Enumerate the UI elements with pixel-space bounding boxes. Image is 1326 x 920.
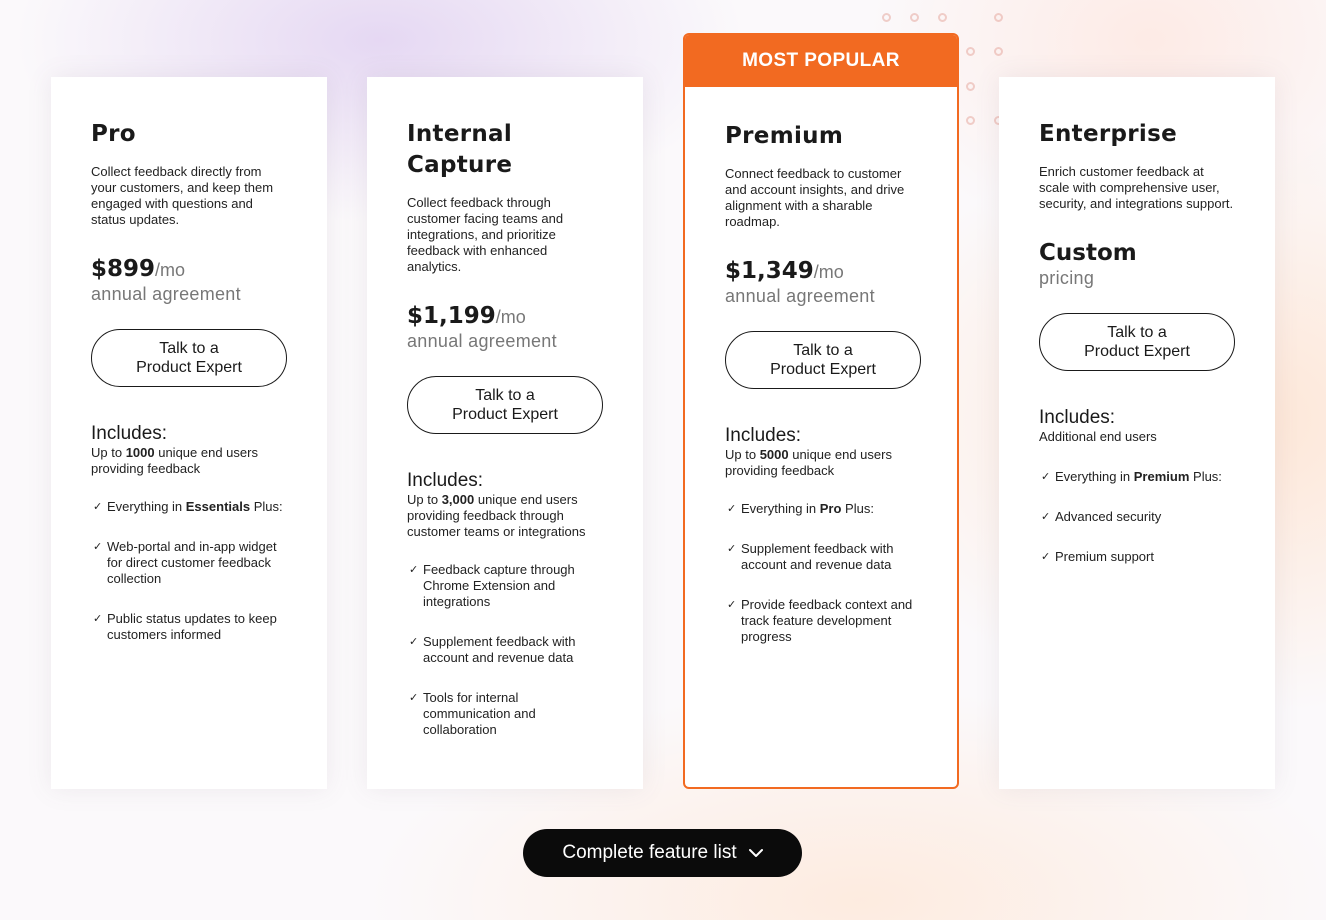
- check-icon: ✓: [1041, 511, 1051, 523]
- plan-card-pro: [51, 77, 327, 789]
- includes-title: Includes:: [1039, 407, 1116, 428]
- price-period: /mo: [155, 260, 186, 280]
- check-icon: ✓: [409, 636, 419, 648]
- plan-name: Pro: [91, 121, 136, 147]
- feature-list: [91, 499, 287, 643]
- feature-item: ✓ Tools for internal communication and collaboration: [409, 690, 536, 737]
- feature-item: ✓ Advanced security: [1041, 509, 1162, 524]
- feature-item: ✓ Supplement feedback with account and revenue data: [727, 541, 894, 572]
- feature-list: [725, 501, 917, 645]
- check-icon: ✓: [727, 599, 737, 611]
- feature-item: ✓ Premium support: [1041, 549, 1154, 564]
- check-icon: ✓: [1041, 471, 1051, 483]
- most-popular-badge: MOST POPULAR: [685, 35, 957, 87]
- plan-description: Collect feedback directly from your customers, and keep them engaged with questions and status updates.: [91, 164, 274, 227]
- check-icon: ✓: [727, 543, 737, 555]
- price-term: annual agreement: [407, 331, 557, 351]
- price-period: /mo: [495, 307, 526, 327]
- plan-description: Enrich customer feedback at scale with comprehensive user, security, and integrations support.: [1039, 164, 1234, 211]
- feature-item: ✓ Supplement feedback with account and revenue data: [409, 634, 576, 665]
- cta-line-2: Product Expert: [770, 361, 876, 378]
- price-term: annual agreement: [725, 286, 875, 306]
- talk-to-expert-button[interactable]: [407, 376, 603, 434]
- price-line: [91, 256, 287, 282]
- includes-summary: Up to 5000 unique end users providing feedback: [725, 447, 892, 478]
- check-icon: ✓: [93, 541, 103, 553]
- chevron-down-icon: [749, 846, 763, 860]
- price-line: [1039, 240, 1235, 266]
- includes-summary: Up to 1000 unique end users providing feedback: [91, 445, 258, 476]
- cta-line-1: Talk to a: [793, 342, 853, 359]
- plan-price: $1,199: [407, 303, 496, 329]
- feature-list-label: Complete feature list: [562, 842, 737, 863]
- price-line: [725, 258, 917, 284]
- plan-name: Premium: [725, 123, 844, 149]
- talk-to-expert-button[interactable]: [1039, 313, 1235, 371]
- plan-card-internal-capture: [367, 77, 643, 789]
- cta-line-1: Talk to a: [1107, 324, 1167, 341]
- includes-title: Includes:: [407, 470, 484, 491]
- plan-price: Custom: [1039, 240, 1137, 266]
- talk-to-expert-button[interactable]: [725, 331, 921, 389]
- plan-price: $899: [91, 256, 156, 282]
- plan-description: Collect feedback through customer facing teams and integrations, and prioritize feedback with enhanced analytics.: [407, 195, 564, 274]
- feature-item: ✓ Feedback capture through Chrome Extension and integrations: [409, 562, 575, 609]
- feature-item: ✓ Public status updates to keep customers informed: [93, 611, 277, 642]
- feature-item: ✓ Everything in Premium Plus:: [1041, 469, 1222, 484]
- check-icon: ✓: [93, 613, 103, 625]
- complete-feature-list-button[interactable]: [523, 829, 802, 877]
- plan-price: $1,349: [725, 258, 814, 284]
- feature-item: ✓ Everything in Essentials Plus:: [93, 499, 283, 514]
- feature-list: [407, 562, 603, 738]
- feature-list: [1039, 469, 1235, 565]
- check-icon: ✓: [409, 692, 419, 704]
- cta-line-2: Product Expert: [452, 406, 558, 423]
- feature-item: ✓ Web-portal and in-app widget for direct customer feedback collection: [93, 539, 277, 586]
- feature-item: ✓ Provide feedback context and track feature development progress: [727, 597, 913, 644]
- check-icon: ✓: [1041, 551, 1051, 563]
- cta-line-1: Talk to a: [475, 387, 535, 404]
- includes-title: Includes:: [91, 423, 168, 444]
- check-icon: ✓: [409, 564, 419, 576]
- includes-summary: Up to 3,000 unique end users providing feedback through customer teams or integrations: [407, 492, 586, 539]
- cta-line-2: Product Expert: [136, 359, 242, 376]
- includes-summary: Additional end users: [1039, 429, 1157, 444]
- plan-name: Internal Capture: [407, 121, 513, 178]
- check-icon: ✓: [93, 501, 103, 513]
- price-period: /mo: [813, 262, 844, 282]
- plan-name: Enterprise: [1039, 121, 1178, 147]
- plan-description: Connect feedback to customer and account insights, and drive alignment with a sharable roadmap.: [725, 166, 905, 229]
- cta-line-1: Talk to a: [159, 340, 219, 357]
- price-term: annual agreement: [91, 284, 241, 304]
- cta-line-2: Product Expert: [1084, 343, 1190, 360]
- plan-card-premium: [683, 33, 959, 789]
- plan-card-enterprise: [999, 77, 1275, 789]
- price-term: pricing: [1039, 268, 1095, 288]
- price-line: [407, 303, 603, 329]
- talk-to-expert-button[interactable]: [91, 329, 287, 387]
- check-icon: ✓: [727, 503, 737, 515]
- feature-item: ✓ Everything in Pro Plus:: [727, 501, 874, 516]
- includes-title: Includes:: [725, 425, 802, 446]
